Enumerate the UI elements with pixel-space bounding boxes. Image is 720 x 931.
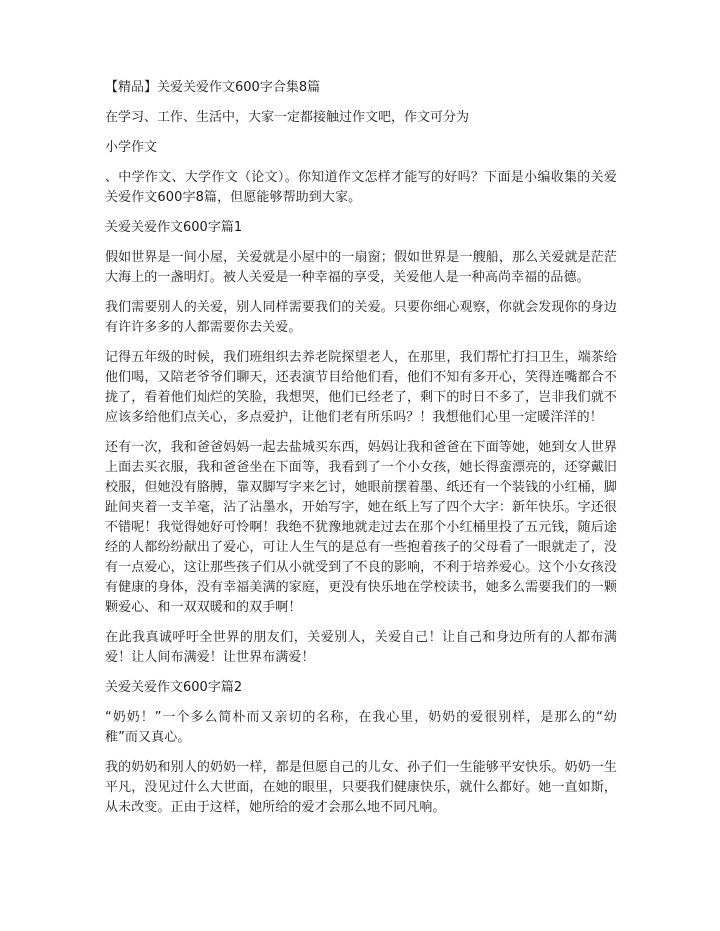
section-1-paragraph-1: 假如世界是一间小屋，关爱就是小屋中的一扇窗；假如世界是一艘船，那么关爱就是茫茫大海上的一盏明灯。被人关爱是一种幸福的享受，关爱他人是一种高尚幸福的品德。 [105,250,617,285]
intro-line-2: 小学作文 [105,140,158,155]
section-2-paragraph-1: “奶奶！”一个多么简朴而又亲切的名称，在我心里，奶奶的爱很别样，是那么的“幼稚”而又真心。 [105,710,617,745]
section-2-paragraph-2: 我的奶奶和别人的奶奶一样，都是但愿自己的儿女、孙子们一生能够平安快乐。奶奶一生平凡，没见过什么大世面，在她的眼里，只要我们健康快乐，就什么都好。她一直如斯，从未改变。正由于这样，她所给的爱才会那么地不同凡响。 [105,760,617,815]
section-2-heading: 关爱关爱作文600字篇2 [105,680,243,695]
section-1-paragraph-3: 记得五年级的时候，我们班组织去养老院探望老人，在那里，我们帮忙打扫卫生，端茶给他们喝，又陪老爷爷们聊天，还表演节目给他们看，他们不知有多开心，笑得连嘴都合不拢了，看着他们灿烂的笑脸，我想哭，他们已经老了，剩下的时日不多了，岂非我们就不应该多给他们点关心，多点爱护，让他们老有所乐吗？！我想他们心里一定暖洋洋的！ [105,350,617,425]
document-title: 【精品】关爱关爱作文600字合集8篇 [105,80,321,95]
intro-paragraph: 、中学作文、大学作文（论文）。你知道作文怎样才能写的好吗？下面是小编收集的关爱关爱作文600字8篇，但愿能够帮助到大家。 [105,170,617,205]
document-page [105,78,617,828]
section-1-paragraph-5: 在此我真诚呼吁全世界的朋友们，关爱别人，关爱自己！让自己和身边所有的人都布满爱！让人间布满爱！让世界布满爱！ [105,630,617,665]
section-1-paragraph-2: 我们需要别人的关爱，别人同样需要我们的关爱。只要你细心观察，你就会发现你的身边有许许多多的人都需要你去关爱。 [105,300,617,335]
section-1-heading: 关爱关爱作文600字篇1 [105,220,243,235]
section-1-paragraph-4: 还有一次，我和爸爸妈妈一起去盐城买东西，妈妈让我和爸爸在下面等她，她到女人世界上面去买衣服，我和爸爸坐在下面等，我看到了一个小女孩，她长得蛮漂亮的，还穿戴旧校服，但她没有胳膊，靠双脚写字来乞讨，她眼前摆着墨、纸还有一个装钱的小红桶，脚趾间夹着一支羊毫，沾了沾墨水，开始写字，她在纸上写了四个大字：新年快乐。字还很不错呢！我觉得她好可怜啊！我绝不犹豫地就走过去在那个小红桶里投了五元钱，随后途经的人都纷纷献出了爱心，可让人生气的是总有一些抱着孩子的父母看了一眼就走了，没有一点爱心，这让那些孩子们从小就受到了不良的影响，不利于培养爱心。这个小女孩没有健康的身体，没有幸福美满的家庭，更没有快乐地在学校读书，她多么需要我们的一颗颗爱心、和一双双暖和的双手啊！ [105,440,617,615]
intro-line-1: 在学习、工作、生活中，大家一定都接触过作文吧，作文可分为 [105,110,470,125]
